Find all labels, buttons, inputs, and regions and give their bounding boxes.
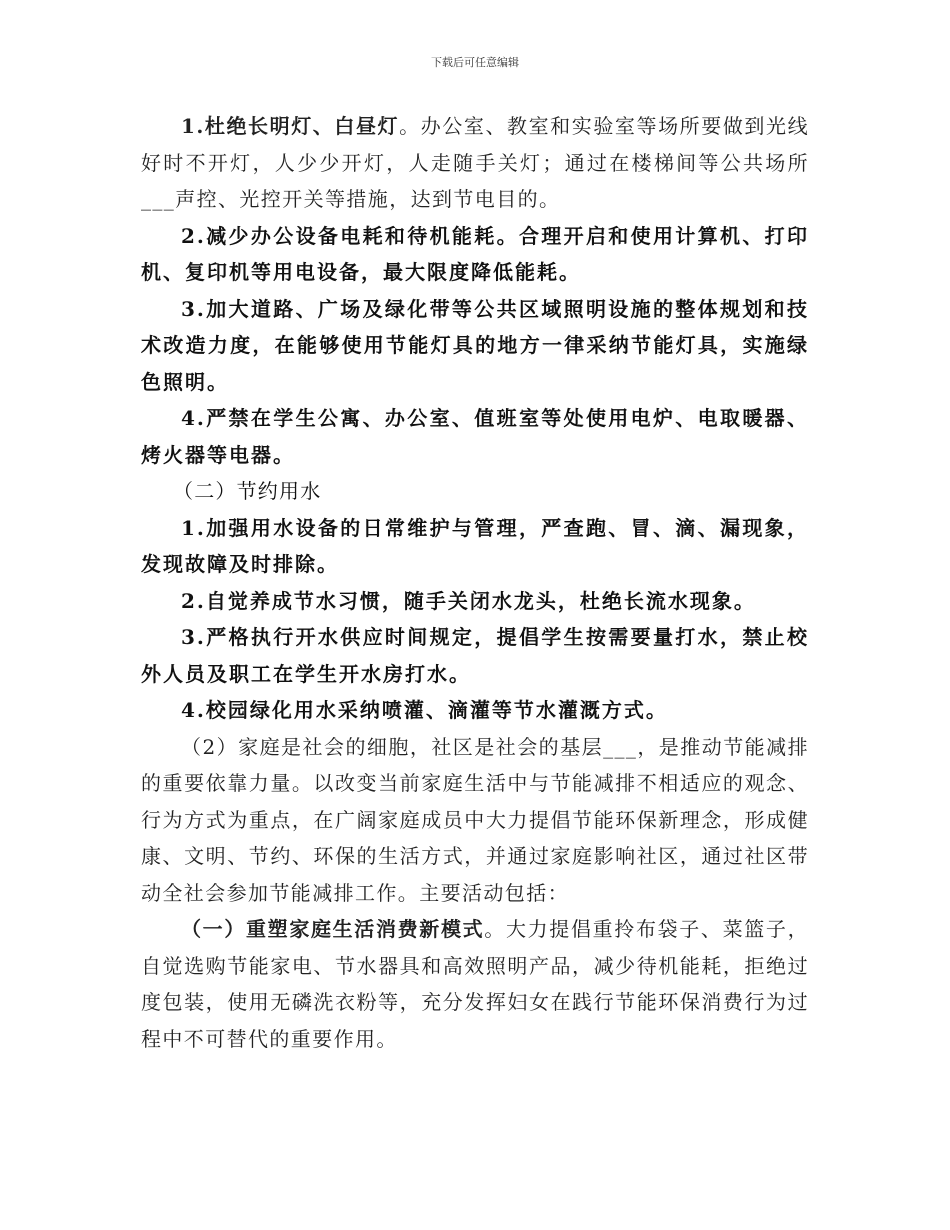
paragraph-lead: （一）重塑家庭生活消费新模式: [181, 917, 485, 941]
page-header: 下载后可任意编辑: [431, 56, 519, 69]
paragraph-text: 。办公室、教室和实验室等场所要做到光线好时不开灯，人少少开灯，人走随手关灯；通过在楼梯间等公共场所___声控、光控开关等措施，达到节电目的。: [141, 114, 809, 211]
paragraph-water-habits: 2.自觉养成节水习惯，随手关闭水龙头，杜绝长流水现象。: [181, 588, 756, 613]
paragraph-irrigation: 4.校园绿化用水采纳喷灌、滴灌等节水灌溉方式。: [181, 698, 668, 722]
paragraph-lights-off: [141, 108, 809, 218]
paragraph-water-maintenance: 1.加强用水设备的日常维护与管理，严查跑、冒、滴、漏现象，发现故障及时排除。: [141, 515, 809, 576]
paragraph-hot-water: 3.严格执行开水供应时间规定，提倡学生按需要量打水，禁止校外人员及职工在学生开水房打水。: [141, 625, 809, 686]
section-heading-water: （二）节约用水: [173, 479, 322, 503]
paragraph-lead: 1.杜绝长明灯、白昼灯: [181, 114, 400, 138]
paragraph-family: （2）家庭是社会的细胞，社区是社会的基层___，是推动节能减排的重要依靠力量。以改变当前家庭生活中与节能减排不相适应的观念、行为方式为重点，在广阔家庭成员中大力提倡节能环保新理念，形成健康、文明、节约、环保的生活方式，并通过家庭影响社区，通过社区带动全社会参加节能减排工作。主要活动包括：: [141, 734, 809, 905]
paragraph-text: 。大力提倡重拎布袋子、菜篮子，自觉选购节能家电、节水器具和高效照明产品，减少待机能耗，拒绝过度包装，使用无磷洗衣粉等，充分发挥妇女在践行节能环保消费行为过程中不可替代的重要作用。: [141, 917, 809, 1051]
paragraph-public-lighting: 3.加大道路、广场及绿化带等公共区域照明设施的整体规划和技术改造力度，在能够使用节能灯具的地方一律采纳节能灯具，实施绿色照明。: [141, 296, 809, 394]
paragraph-office-equipment: 2.减少办公设备电耗和待机能耗。合理开启和使用计算机、打印机、复印机等用电设备，最大限度降低能耗。: [141, 223, 809, 284]
paragraph-family-consumption: [141, 911, 809, 1057]
paragraph-electric-heaters: 4.严禁在学生公寓、办公室、值班室等处使用电炉、电取暖器、烤火器等电器。: [141, 406, 809, 467]
document-body: [141, 108, 809, 1057]
